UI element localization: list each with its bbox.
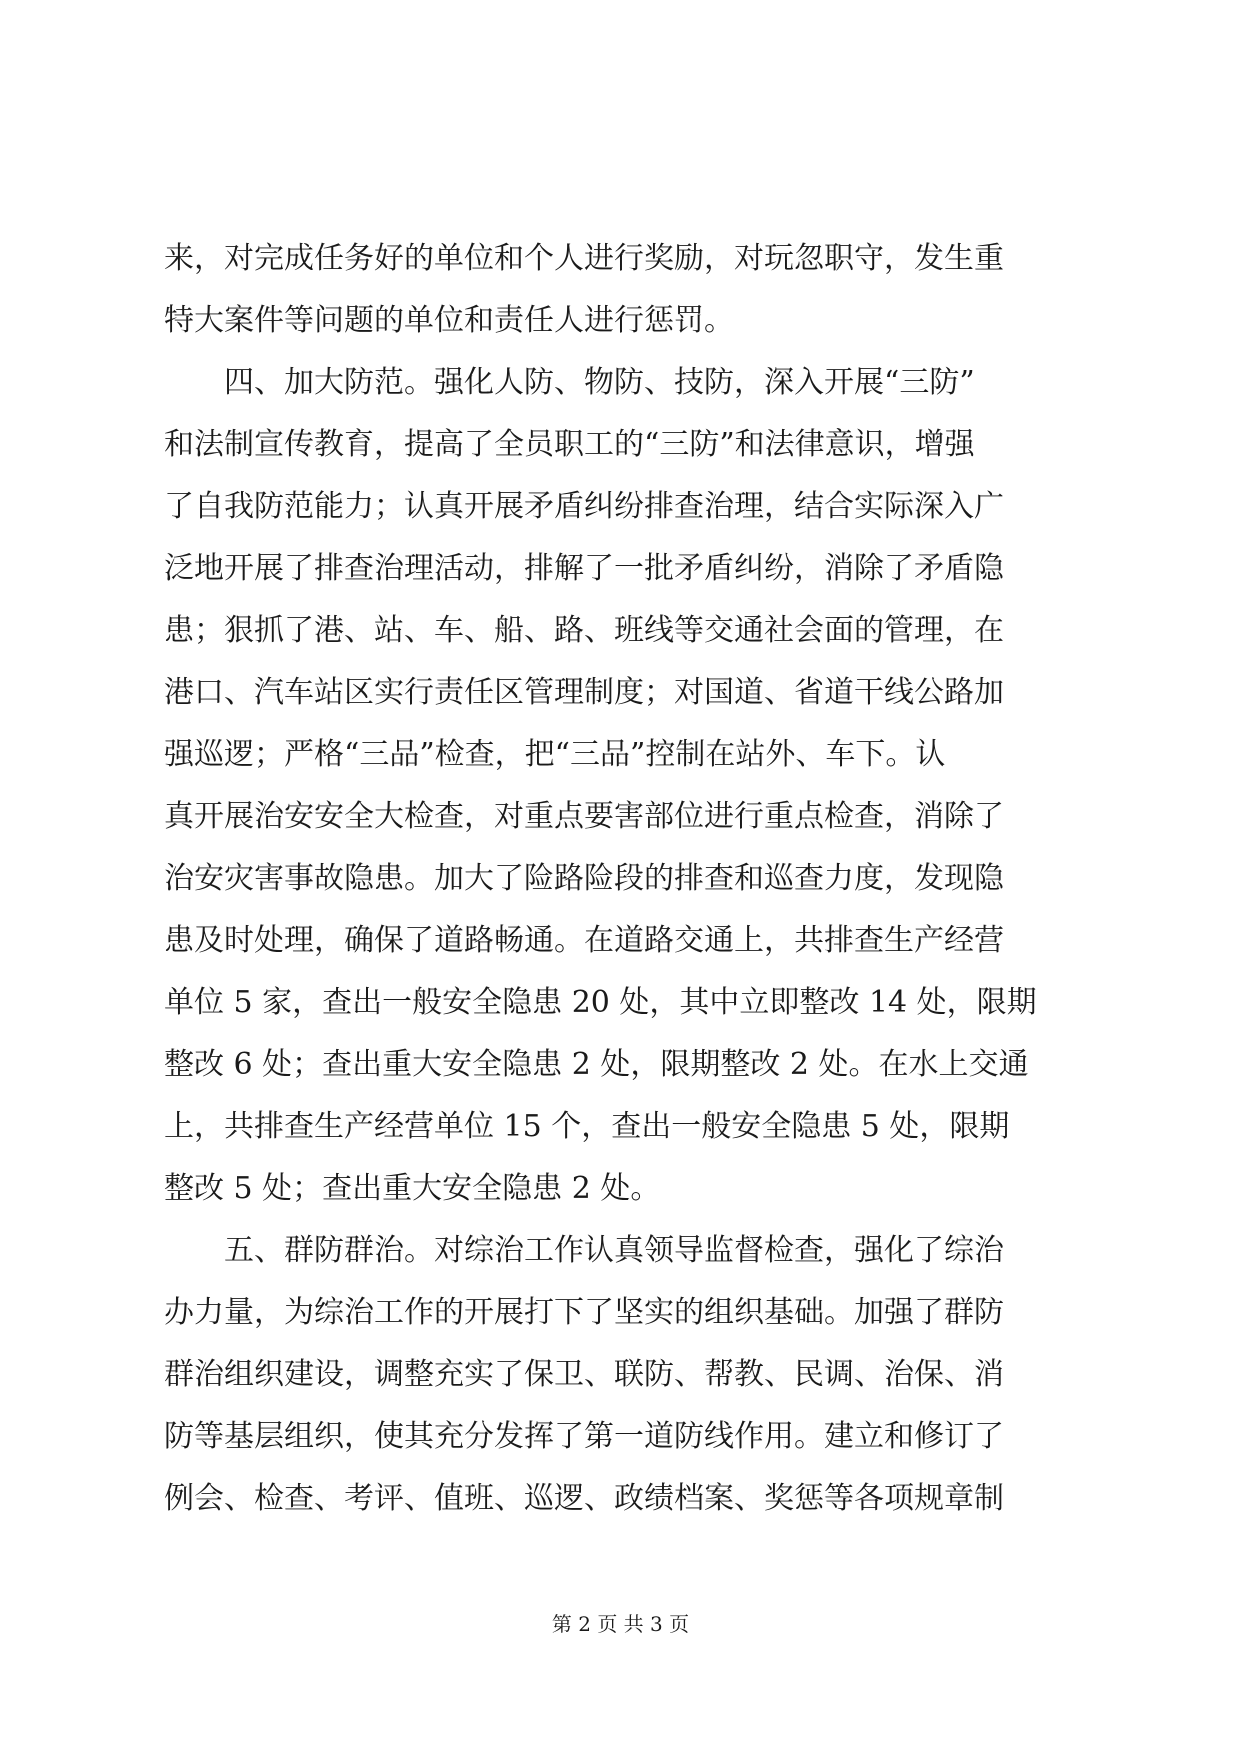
text-line: 治安灾害事故隐患。加大了险路险段的排查和巡查力度，发现隐 <box>164 861 1004 896</box>
text-line: 整改 5 处；查出重大安全隐患 2 处。 <box>164 1171 661 1206</box>
text-line: 和法制宣传教育，提高了全员职工的“三防”和法律意识，增强 <box>164 427 975 462</box>
text-line: 来，对完成任务好的单位和个人进行奖励，对玩忽职守，发生重 <box>164 241 1004 276</box>
text-line: 患及时处理，确保了道路畅通。在道路交通上，共排查生产经营 <box>164 923 1004 958</box>
text-line: 单位 5 家，查出一般安全隐患 20 处，其中立即整改 14 处，限期 <box>164 985 1037 1020</box>
text-line: 了自我防范能力；认真开展矛盾纠纷排查治理，结合实际深入广 <box>164 489 1004 524</box>
text-line: 强巡逻；严格“三品”检查，把“三品”控制在站外、车下。认 <box>164 737 946 772</box>
text-line: 防等基层组织，使其充分发挥了第一道防线作用。建立和修订了 <box>164 1419 1004 1454</box>
text-line: 真开展治安安全大检查，对重点要害部位进行重点检查，消除了 <box>164 799 1004 834</box>
text-line: 办力量，为综治工作的开展打下了坚实的组织基础。加强了群防 <box>164 1295 1004 1330</box>
text-line: 上，共排查生产经营单位 15 个，查出一般安全隐患 5 处，限期 <box>164 1109 1010 1144</box>
page-number-footer: 第 2 页 共 3 页 <box>551 1612 690 1636</box>
text-line: 群治组织建设，调整充实了保卫、联防、帮教、民调、治保、消 <box>164 1357 1004 1392</box>
text-line: 特大案件等问题的单位和责任人进行惩罚。 <box>164 303 734 338</box>
text-line: 患；狠抓了港、站、车、船、路、班线等交通社会面的管理，在 <box>164 613 1004 648</box>
text-line: 四、加大防范。强化人防、物防、技防，深入开展“三防” <box>164 365 975 400</box>
text-line: 港口、汽车站区实行责任区管理制度；对国道、省道干线公路加 <box>164 675 1004 710</box>
document-body <box>164 228 1084 1530</box>
text-line: 例会、检查、考评、值班、巡逻、政绩档案、奖惩等各项规章制 <box>164 1481 1004 1516</box>
text-line: 泛地开展了排查治理活动，排解了一批矛盾纠纷，消除了矛盾隐 <box>164 551 1004 586</box>
text-line: 五、群防群治。对综治工作认真领导监督检查，强化了综治 <box>164 1233 1004 1268</box>
text-line: 整改 6 处；查出重大安全隐患 2 处，限期整改 2 处。在水上交通 <box>164 1047 1029 1082</box>
